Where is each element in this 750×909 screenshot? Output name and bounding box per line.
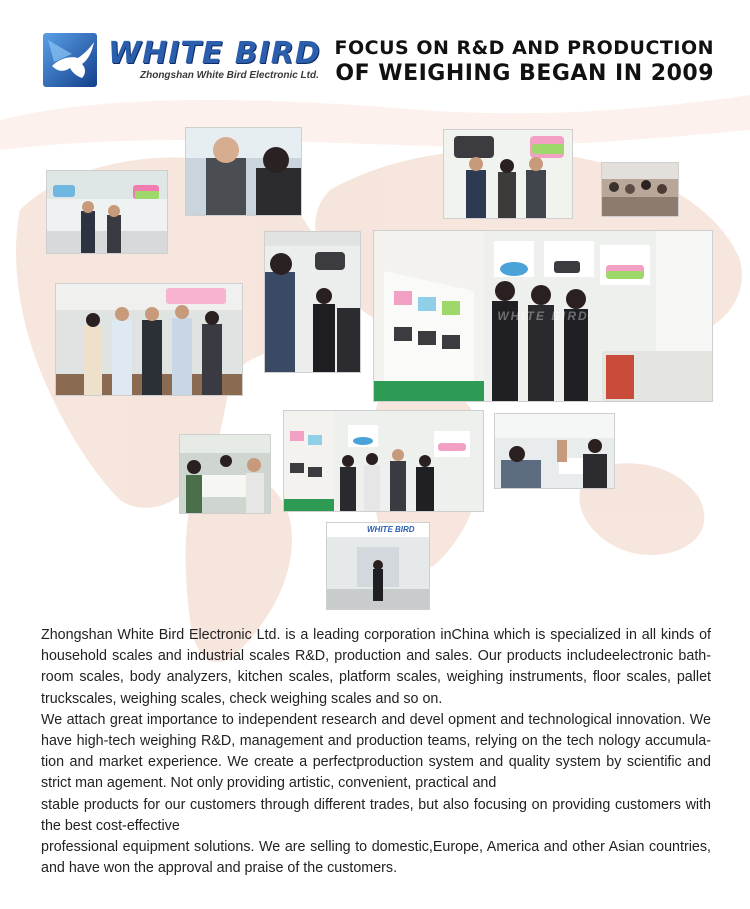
- company-description: [41, 625, 711, 879]
- description-paragraph-3: stable products for our customers through different trades, but also focusing on providing customers with the best cost-effective: [41, 796, 711, 834]
- brand-name: WHITE BIRD: [108, 36, 321, 71]
- description-paragraph-4: professional equipment solutions. We are selling to domestic,Europe, America and other Asian countries, and have won the approval and praise of the customers.: [41, 839, 711, 877]
- headline-line-2: OF WEIGHING BEGAN IN 2009: [335, 61, 714, 86]
- photo-team-group: [55, 283, 243, 396]
- photo-booth-main: [373, 230, 713, 402]
- company-name: Zhongshan White Bird Electronic Ltd.: [140, 70, 319, 81]
- company-logo[interactable]: [42, 32, 321, 90]
- photo-booth-center-visitors: [264, 231, 361, 373]
- photo-crowd-small: [601, 162, 679, 217]
- headline-line-1: FOCUS ON R&D AND PRODUCTION: [334, 37, 714, 59]
- photo-booth-small-left: [46, 170, 168, 254]
- photo-watermark: WHITE BIRD: [497, 309, 589, 323]
- description-paragraph-2: We attach great importance to independent research and devel opment and technological innovation. We have high-tech weighing R&D, management and production teams, relying on the tech nology accumula-tion and market experience. We create a perfectproduction system and quality system by scientific and strict man agement. Not only providing artistic, convenient, practical and: [41, 711, 711, 792]
- photo-booth-bottom-group: [283, 410, 484, 512]
- white-bird-logo-icon: [42, 32, 98, 88]
- photo-visitors-closeup: [185, 127, 302, 216]
- photo-booth-entrance: [326, 522, 430, 610]
- headline: [335, 36, 714, 87]
- photo-meeting-table: [179, 434, 271, 514]
- photo-booth-group-top-right: [443, 129, 573, 219]
- booth-sign: WHITE BIRD: [367, 525, 415, 534]
- photo-customer-discussion: [494, 413, 615, 489]
- description-paragraph-1: Zhongshan White Bird Electronic Ltd. is a leading corporation inChina which is specialized in all kinds of household scales and industrial scales R&D, production and sales. Our products includeelectronic bath-room scales, body analyzers, kitchen scales, platform scales, weighing instruments, floor scales, pallet truckscales, weighing scales, check weighing scales and so on.: [41, 627, 711, 707]
